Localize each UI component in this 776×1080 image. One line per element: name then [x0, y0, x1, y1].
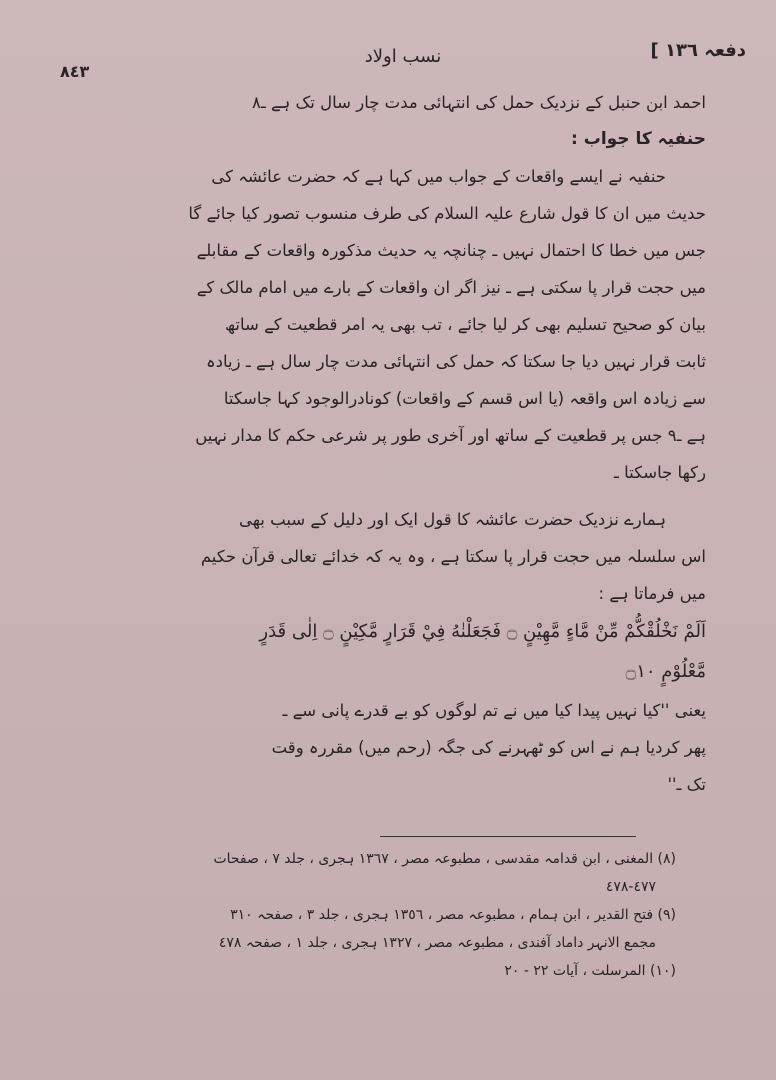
footnote-9-cont: مجمع الانہر داماد آفندی ، مطبوعہ مصر ، ١٣٢٧ ہجری ، جلد ١ ، صفحہ ٤٧٨	[218, 935, 656, 951]
text-line: میں فرماتا ہے :	[598, 584, 706, 603]
section-heading: حنفیہ کا جواب :	[571, 129, 706, 149]
page-title: نسب اولاد	[364, 46, 442, 67]
footnote-9: (٩) فتح القدیر ، ابن ہمام ، مطبوعہ مصر ، ١٣٥٦ ہجری ، جلد ٣ ، صفحہ ٣١٠	[230, 907, 676, 923]
text-line: اس سلسلہ میں حجت قرار پا سکتا ہے ، وہ یہ کہ خدائے تعالی قرآن حکیم	[200, 547, 706, 566]
footnote-10: (١٠) المرسلت ، آیات ٢٢ - ٢٠	[504, 963, 676, 979]
section-label: دفعہ ١٣٦ ]	[650, 40, 746, 61]
footnotes	[60, 845, 676, 985]
text-line: ہے ـ٩ جس پر قطعیت کے ساتھ اور آخری طور پر شرعی حکم کا مدار نہیں	[195, 426, 706, 445]
footnote-8: (٨) المغنی ، ابن قدامہ مقدسی ، مطبوعہ مصر ، ١٣٦٧ ہجری ، جلد ٧ ، صفحات	[213, 851, 676, 867]
text-line: ثابت قرار نہیں دیا جا سکتا کہ حمل کی انتہائی مدت چار سال ہے ـ زیادہ	[206, 352, 706, 371]
page-number: ٨٤٣	[60, 62, 90, 81]
quran-verse: اَلَمْ نَخْلُقْكُّمْ مِّنْ مَّاءٍ مَّهِيْنٍ ۝ فَجَعَلْنٰهُ فِيْ قَرَارٍ مَّكِيْنٍ ۝ اِلٰى قَدَرٍ	[259, 621, 706, 642]
page-header	[60, 40, 746, 80]
text-line: رکھا جاسکتا ـ	[614, 463, 706, 482]
body-text	[60, 84, 706, 803]
text-line: ہمارے نزدیک حضرت عائشہ کا قول ایک اور دلیل کے سبب بھی	[238, 510, 666, 529]
text-line: حدیث میں ان کا قول شارع علیہ السلام کی طرف منسوب تصور کیا جائے گا	[188, 204, 706, 223]
footnote-8-pages: ٤٧٧-٤٧٨	[605, 879, 656, 895]
translation-line: یعنی ''کیا نہیں پیدا کیا میں نے تم لوگوں کو بے قدرے پانی سے ـ	[282, 701, 706, 720]
translation-line: پھر کردیا ہم نے اس کو ٹھہرنے کی جگہ (رحم میں) مقررہ وقت	[271, 738, 706, 757]
text-line: بیان کو صحیح تسلیم بھی کر لیا جائے ، تب بھی یہ امر قطعیت کے ساتھ	[224, 315, 706, 334]
text-line: حنفیہ نے ایسے واقعات کے جواب میں کہا ہے کہ حضرت عائشہ کی	[211, 167, 666, 186]
text-line: میں حجت قرار پا سکتی ہے ـ نیز اگر ان واقعات کے بارے میں امام مالک کے	[196, 278, 706, 297]
quran-verse: مَّعْلُوْمٍ ۝١٠	[625, 661, 706, 682]
footnote-divider	[380, 836, 636, 837]
text-line: سے زیادہ اس واقعہ (یا اس قسم کے واقعات) کونادرالوجود کہا جاسکتا	[223, 389, 706, 408]
translation-line: تک ـ''	[667, 775, 706, 794]
paragraph-intro: احمد ابن حنبل کے نزدیک حمل کی انتہائی مدت چار سال تک ہے ـ٨	[252, 93, 706, 112]
text-line: جس میں خطا کا احتمال نہیں ـ چنانچہ یہ حدیث مذکورہ واقعات کے مقابلے	[196, 241, 706, 260]
